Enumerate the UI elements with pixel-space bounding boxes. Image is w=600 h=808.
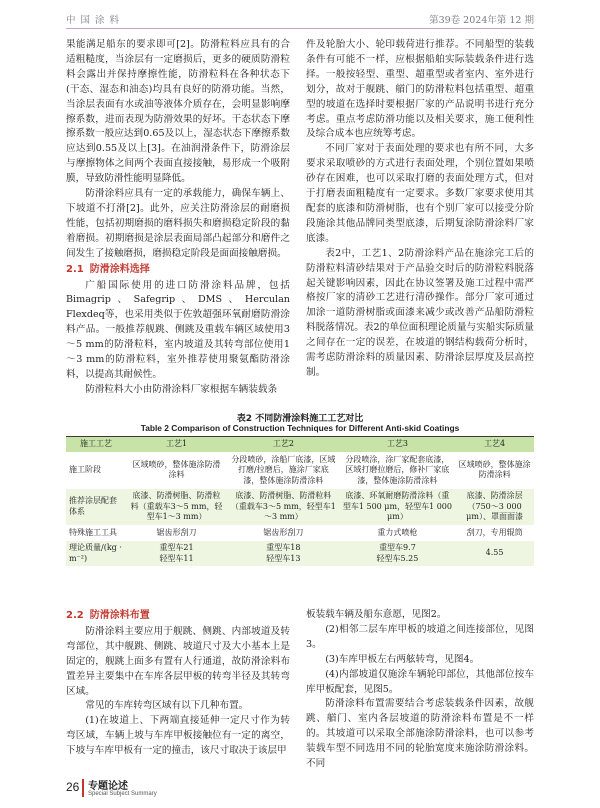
footer-column-title-en: Special Subject Summary	[88, 791, 157, 797]
paragraph: 不同厂家对于表面处理的要求也有所不同，大多要求采取喷砂的方式进行表面处理，个别位置如果喷砂存在困难，也可以采取打磨的表面处理方式，但对于打磨表面粗糙度有一定要求。多数厂家要求使用其配套的底漆和防滑树脂，也有个别厂家可以接受分阶段施涂其他品牌同类型底漆，后期复涂防滑涂料厂家底漆。	[306, 143, 534, 244]
table-cell: 重型车18 轻型车13	[227, 541, 340, 567]
table-row	[66, 489, 534, 526]
page-number: 26	[66, 780, 80, 794]
table-caption-en: Table 2 Comparison of Construction Techniques for Different Anti-skid Coatings	[140, 423, 460, 433]
comparison-table	[66, 436, 534, 567]
table-cell: 底漆、防滑涂层（750～3 000 μm）、罩面面漆	[455, 489, 534, 526]
table-header-cell: 工艺2	[227, 437, 340, 453]
paragraph: 常见的车库转弯区域有以下几种布置。	[85, 700, 249, 712]
table-header-row	[66, 437, 534, 453]
paragraph: (4)内部坡道仅施涂车辆轮印部位，其他部位按车库甲板配套，见图5。	[306, 668, 534, 695]
table-cell: 锯齿形刮刀	[227, 525, 340, 541]
paragraph: 果能满足船东的要求即可[2]。防滑粒料应具有的合适粗糙度，当涂层有一定磨损后，更多的硬质防滑粒料会露出并保持摩擦性能，防滑粒料在各种状态下(干态、湿态和油态)均具有良好的防滑功能。当然，当涂层表面有水或油等液体介质存在，会明显影响摩擦系数，进而表现为防滑效果的好坏。干态状态下摩擦系数一般应达到0.65及以上，湿态状态下摩擦系数应达到0.55及以上[3]。在油润滑条件下，防滑涂层与摩擦物体之间两个表面直接接触，易形成一个吸附膜，导致防滑性能明显降低。	[66, 39, 290, 185]
row-label: 理论质量/(kg · m⁻²)	[66, 541, 126, 567]
row-label: 特殊施工工具	[66, 525, 126, 541]
right-column-bottom	[306, 608, 534, 772]
right-column-top	[306, 38, 534, 381]
paragraph: 广船国际使用的进口防滑涂料品牌，包括Bimagrip、Safegrip、DMS、Herculan Flexdeq等，也采用类似于佐敦超强环氧耐磨防滑涂料产品。一般推荐舰跳、侧跳及重载车辆区域使用3～5 mm的防滑粒料，室内坡道及其转弯部位使用1～3 mm的防滑粒料，室外推荐使用聚氨酯防滑涂料，以提高其耐候性。	[66, 279, 290, 380]
table-cell: 锯齿形刮刀	[126, 525, 227, 541]
table-row	[66, 541, 534, 567]
footer-column-title: 专题论述	[88, 781, 128, 792]
table-cell: 底漆、环氧耐磨防滑涂料（重型车1 500 μm，轻型车1 000 μm）	[340, 489, 455, 526]
table-cell: 底漆、防滑树脂、防滑粒料（重载车3～5 mm，轻型车1～3 mm）	[227, 489, 340, 526]
table-header-cell: 施工工艺	[66, 437, 126, 453]
table-cell: 底漆、防滑树脂、防滑粒料（重载车3～5 mm，轻型车1～3 mm）	[126, 489, 227, 526]
section-number: 2.1	[66, 263, 84, 275]
table-cell: 区域喷砂，整体施涂防滑涂料	[455, 452, 534, 489]
table-cell: 重力式喷枪	[340, 525, 455, 541]
section-heading-2-2	[66, 609, 290, 624]
table-cell: 重型车21 轻型车11	[126, 541, 227, 567]
left-column-top	[66, 38, 290, 398]
footer-accent-bar	[82, 779, 84, 797]
paragraph: 防滑涂料主要应用于舰跳、侧跳、内部坡道及转弯部位，其中舰跳、侧跳、坡道尺寸及大小基本上是固定的，舰跳上面多有置有人行通道，故防滑涂料布置差异主要集中在车库各层甲板的转弯半径及其转弯区域。	[66, 625, 290, 697]
section-title: 防滑涂料布置	[89, 610, 150, 621]
paragraph: (3)车库甲板左右两舷转弯，见图4。	[325, 653, 480, 665]
section-heading-2-1	[66, 263, 290, 278]
table-header-cell: 工艺4	[455, 437, 534, 453]
table-row	[66, 452, 534, 489]
table-row	[66, 525, 534, 541]
table-header-cell: 工艺1	[126, 437, 227, 453]
volume-issue: 第39卷 2024年第 12 期	[429, 15, 534, 26]
row-label: 推荐涂层配套体系	[66, 489, 126, 526]
journal-name: 中 国 涂 料	[66, 15, 121, 26]
table-cell: 重型车9.7 轻型车5.25	[340, 541, 455, 567]
table-cell: 刮刀，专用辊筒	[455, 525, 534, 541]
table-cell: 分段喷砂，涂船厂底漆，区域打磨/拉磨后，施涂厂家底漆，整体施涂防滑涂料	[227, 452, 340, 489]
paragraph: 防滑涂料应具有一定的承载能力，确保车辆上、下坡道不打滑[2]。此外，应关注防滑涂层的耐磨损性能，包括初期磨损的磨料损失和磨损稳定阶段的黏着磨损。初期磨损是涂层表面局部凸起部分和磨件之间发生了接触磨损，磨损稳定阶段是面面接触磨损。	[66, 188, 290, 259]
section-title: 防滑涂料选择	[89, 263, 150, 275]
table-cell: 分段喷涂，涂厂家配套底漆，区域打磨拉磨后，修补厂家底漆，整体施涂防滑涂料	[340, 452, 455, 489]
section-number: 2.2	[66, 610, 84, 621]
paragraph: 表2中，工艺1、2防滑涂料产品在施涂完工后的防滑粒料清砂结果对于产品验交时后的防滑粒料脱落起关键影响因素，因此在协议签署及施工过程中需严格按厂家的清砂工艺进行清砂操作。部分厂家可通过加涂一道防滑树脂或面漆来减少或改善产品船防滑粒料脱落情况。表2的单位面积理论质量与实船实际质量之间存在一定的误差，在坡道的钢结构载荷分析时，需考虑防滑涂料的质量因素、防滑涂层厚度及层高控制。	[306, 247, 534, 378]
paragraph: 防滑粒料大小由防滑涂料厂家根据车辆装载条	[85, 383, 278, 395]
table-cell: 区域喷砂，整体施涂防滑涂料	[126, 452, 227, 489]
paragraph: (1)在坡道上、下两端直接延伸一定尺寸作为转弯区域，车辆上坡与车库甲板接触位有一定的离空，下坡与车库甲板有一定的撞击，该尺寸取决于该层甲	[66, 715, 290, 757]
table-header-cell: 工艺3	[340, 437, 455, 453]
paragraph: 防滑涂料布置需要结合考虑装载条件因素，故舰跳、艏门、室内各层坡道的防滑涂料布置是不一样的。其坡道可以采取全部施涂防滑涂料，也可以参考装载车型不同选用不同的轮胎宽度来施涂防滑涂料。不同	[306, 698, 534, 770]
paragraph: 板装载车辆及船东意愿，见图2。	[306, 609, 447, 620]
header-divider	[66, 28, 534, 29]
table-caption-cn: 表2 不同防滑涂料施工工艺对比	[236, 414, 364, 424]
paragraph: (2)相邻二层车库甲板的坡道之间连接部位，见图3。	[306, 623, 534, 650]
left-column-bottom	[66, 608, 290, 759]
row-label: 施工阶段	[66, 452, 126, 489]
paragraph: 件及轮胎大小、轮印载荷进行推荐。不同船型的装载条件有可能不一样，应根据船舶实际装载条件进行选择。一般按轻型、重型、超重型或者室内、室外进行划分，故对于舰跳、艏门的防滑粒料包括重型、超重型的坡道在选择时要根据厂家的产品说明书进行充分考虑。重点考虑防滑功能以及相关要求，施工便利性及综合成本也应统筹考虑。	[306, 39, 534, 140]
table-cell: 4.55	[455, 541, 534, 567]
